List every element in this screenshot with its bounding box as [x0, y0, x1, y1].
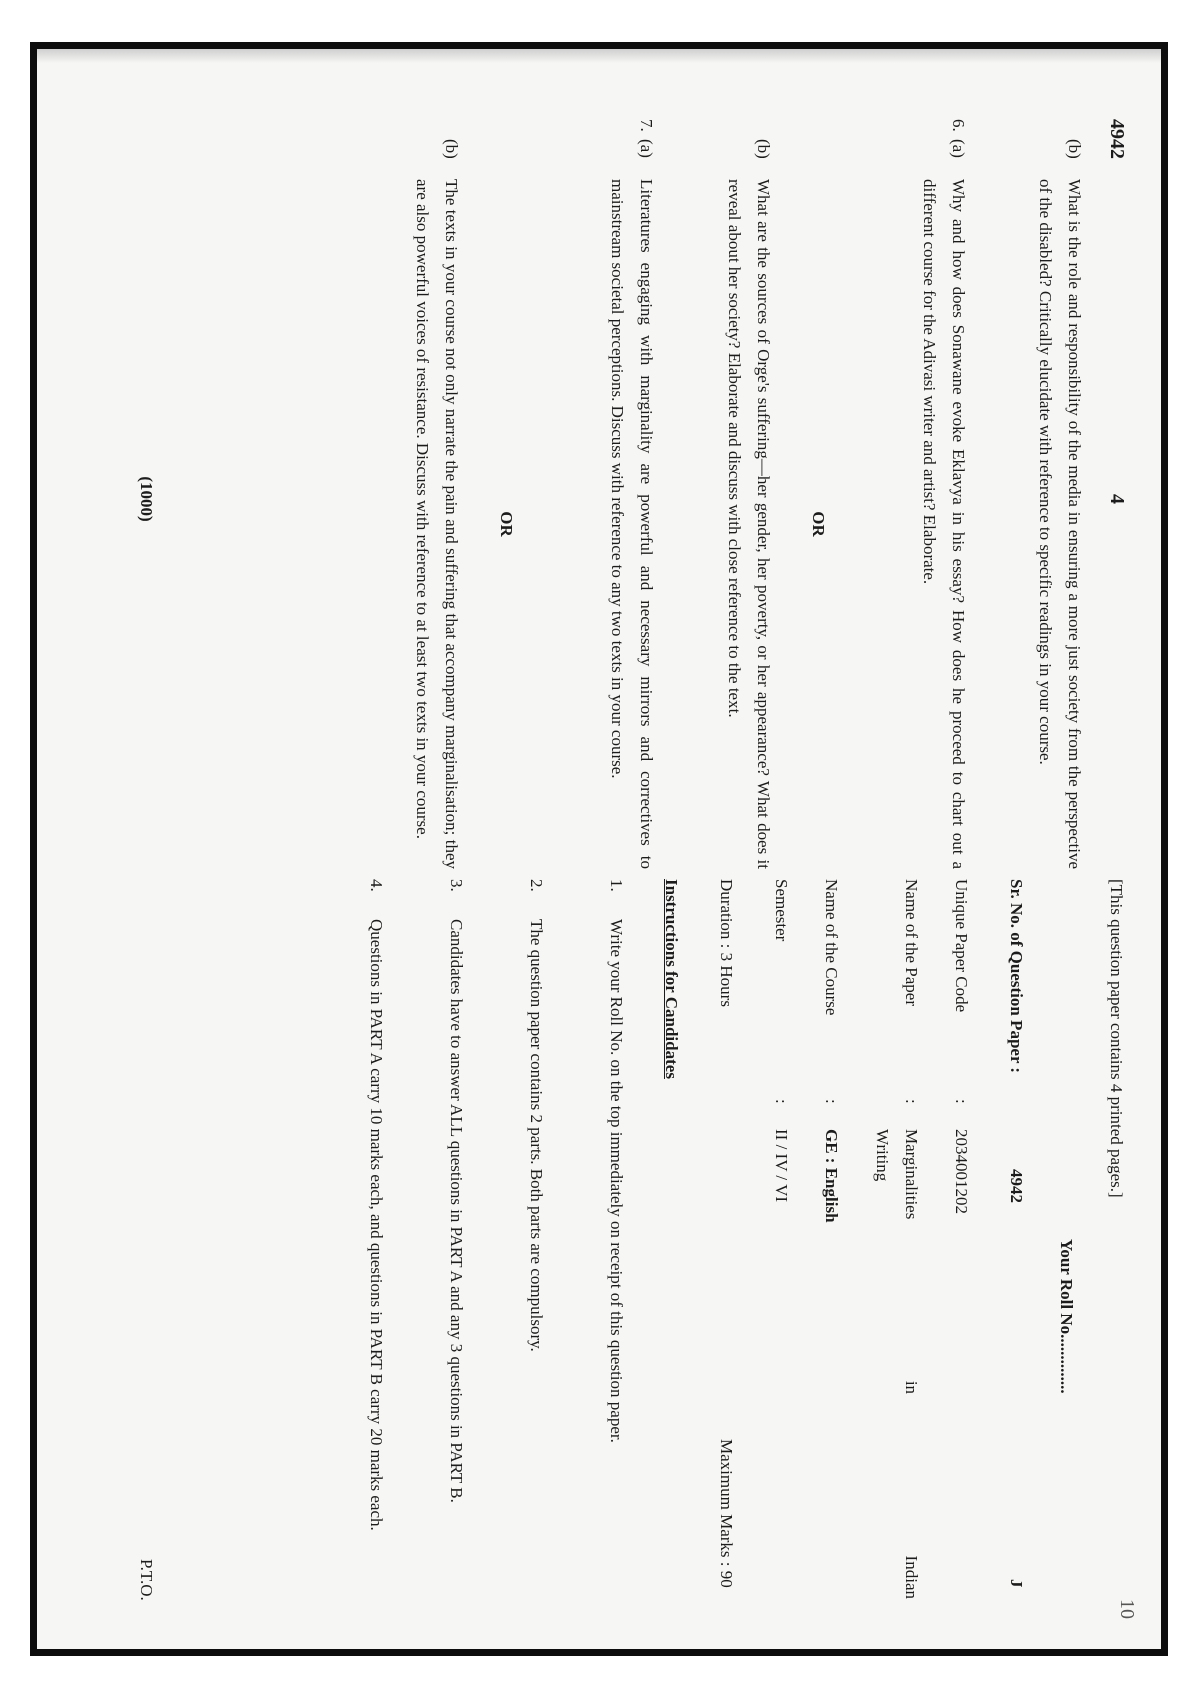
instruction-number: 3.: [447, 879, 466, 892]
serial-number-value: 4942: [1007, 1169, 1026, 1203]
question-number: 6.: [949, 119, 968, 132]
question-text: Why and how does Sonawane evoke Eklavya in his essay? How does he proceed to chart out a different course for the Adivasi writer and artist? Elaborate.: [920, 179, 968, 869]
field-label: Name of the Paper: [902, 879, 921, 1006]
question-text: Literatures engaging with marginality are powerful and necessary mirrors and correctives to mainstream societal perceptions. Discuss with reference to any two texts in your course.: [608, 179, 656, 869]
page-1-column: [37, 879, 1161, 1639]
question-number: 7.: [637, 119, 656, 132]
pages-note: [This question paper contains 4 printed pages.]: [1107, 879, 1126, 1198]
field-value: Marginalities in Indian: [902, 1129, 921, 1599]
field-value-continued: Writing: [873, 1129, 892, 1182]
page-4-column: [37, 119, 1161, 879]
instructions-title: Instructions for Candidates: [662, 879, 681, 1079]
question-text: What is the role and responsibility of the media in ensuring a more just society from the perspective of the disabled? Critically elucidate with reference to specific readings in your course.: [1036, 179, 1084, 869]
maximum-marks: Maximum Marks : 90: [717, 1439, 736, 1588]
duration: Duration : 3 Hours: [717, 879, 736, 1007]
question-part-label: (a): [949, 139, 968, 158]
instruction-number: 1.: [607, 879, 626, 892]
question-part-label: (b): [754, 139, 773, 159]
instruction-text: Questions in PART A carry 10 marks each, and questions in PART B carry 20 marks each.: [367, 919, 386, 1531]
field-value: II / IV / VI: [772, 1129, 791, 1203]
serial-number-label: Sr. No. of Question Paper :: [1007, 879, 1026, 1074]
page-frame: [30, 42, 1168, 1656]
question-text: The texts in your course not only narrate the pain and suffering that accompany marginalisation; they are also powerful voices of resistance. Discuss with reference to at least two texts in your course.: [413, 179, 461, 869]
question-text: What are the sources of Orge's suffering—her gender, her poverty, or her appearance? What does it reveal about her society? Elaborate and discuss with close reference to the text.: [725, 179, 773, 869]
instruction-text: Candidates have to answer ALL questions in PART A and any 3 questions in PART B.: [447, 919, 466, 1503]
copies-count: (1000): [137, 476, 156, 522]
page-number: 4: [1106, 494, 1128, 504]
question-part-label: (b): [442, 139, 461, 159]
field-value: 2034001202: [952, 1129, 971, 1214]
question-part-label: (a): [637, 139, 656, 158]
field-separator: :: [952, 1099, 971, 1104]
handwritten-mark: 10: [1116, 1599, 1138, 1619]
field-separator: :: [772, 1099, 791, 1104]
or-divider: OR: [809, 511, 828, 537]
question-part-label: (b): [1065, 139, 1084, 159]
roll-number-field: Your Roll No..............: [1057, 1239, 1076, 1394]
field-label: Unique Paper Code: [952, 879, 971, 1013]
instruction-number: 2.: [527, 879, 546, 892]
field-label: Semester: [772, 879, 791, 942]
please-turn-over: P.T.O.: [137, 1559, 156, 1601]
field-value: GE : English: [822, 1129, 841, 1223]
instruction-text: Write your Roll No. on the top immediately on receipt of this question paper.: [607, 919, 626, 1443]
or-divider: OR: [497, 511, 516, 537]
field-separator: :: [822, 1099, 841, 1104]
instruction-number: 4.: [367, 879, 386, 892]
field-separator: :: [902, 1099, 921, 1104]
field-label: Name of the Course: [822, 879, 841, 1016]
instruction-text: The question paper contains 2 parts. Both parts are compulsory.: [527, 919, 546, 1352]
rotated-page: [37, 49, 1161, 1649]
set-letter: J: [1007, 1579, 1026, 1588]
paper-code-header: 4942: [1106, 119, 1128, 159]
